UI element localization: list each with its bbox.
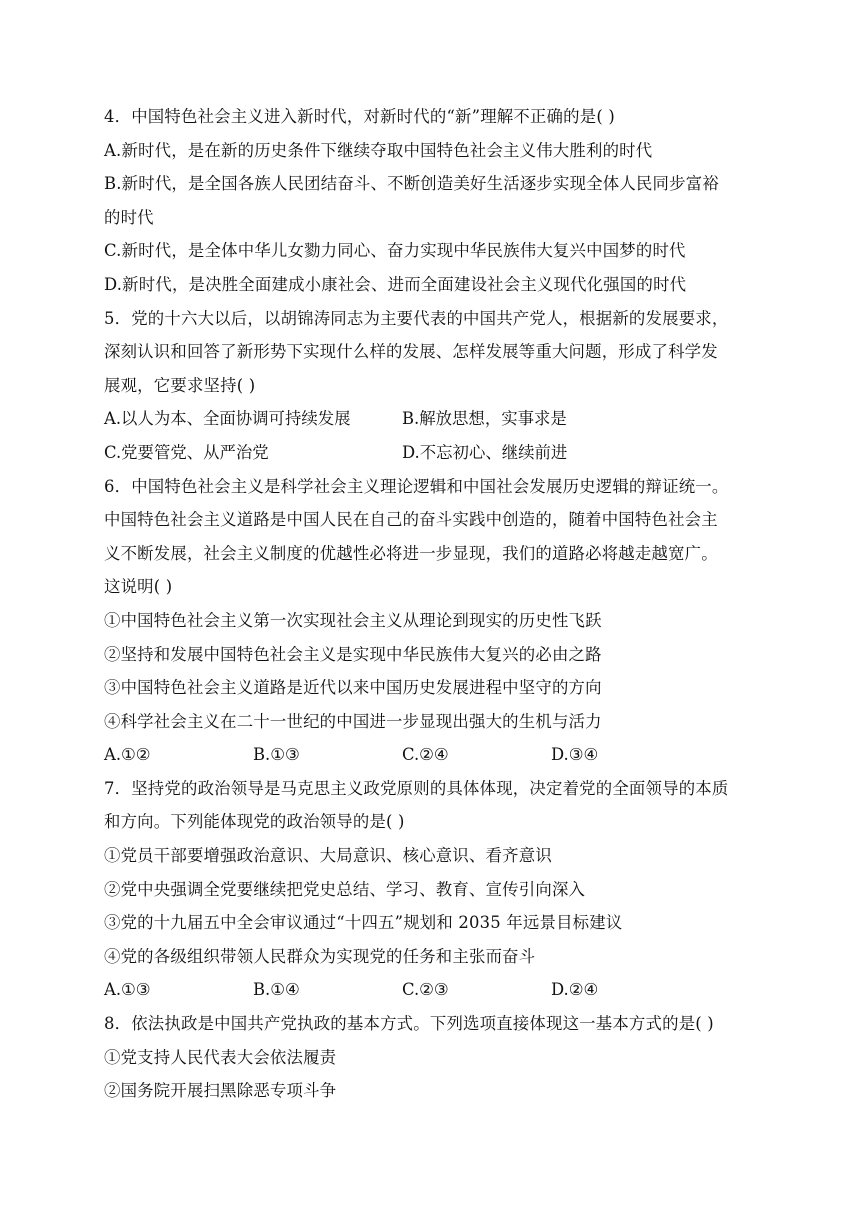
q7-statement-3: ③党的十九届五中全会审议通过“十四五”规划和 2035 年远景目标建议	[104, 913, 623, 933]
q7-options-row	[104, 973, 760, 1007]
q5-stem-line-1: 5．党的十六大以后，以胡锦涛同志为主要代表的中国共产党人，根据新的发展要求，	[104, 308, 729, 328]
q5-options-row-2	[104, 436, 760, 470]
q8-stem-line-1: 8．依法执政是中国共产党执政的基本方式。下列选项直接体现这一基本方式的是( )	[104, 1014, 714, 1034]
q7-option-c: C.②③	[402, 980, 449, 1000]
q5-option-b: B.解放思想，实事求是	[402, 409, 567, 429]
q8-statement-2: ②国务院开展扫黑除恶专项斗争	[104, 1081, 337, 1101]
q7-statement-2: ②党中央强调全党要继续把党史总结、学习、教育、宣传引向深入	[104, 879, 586, 899]
q5-stem-line-3: 展观，它要求坚持( )	[104, 375, 256, 395]
q6-options-row	[104, 738, 760, 772]
q6-stem-line-1: 6．中国特色社会主义是科学社会主义理论逻辑和中国社会发展历史逻辑的辩证统一。	[104, 476, 729, 496]
q7-statement-1: ①党员干部要增强政治意识、大局意识、核心意识、看齐意识	[104, 846, 552, 866]
q6-stem-line-2: 中国特色社会主义道路是中国人民在自己的奋斗实践中创造的，随着中国特色社会主	[104, 510, 718, 530]
q5-option-c: C.党要管党、从严治党	[104, 442, 269, 462]
q7-option-d: D.②④	[551, 980, 599, 1000]
q4-option-d: D.新时代，是决胜全面建成小康社会、进而全面建设社会主义现代化强国的时代	[104, 274, 687, 294]
q6-statement-1: ①中国特色社会主义第一次实现社会主义从理论到现实的历史性飞跃	[104, 610, 602, 630]
q6-statement-4: ④科学社会主义在二十一世纪的中国进一步显现出强大的生机与活力	[104, 711, 602, 731]
q8-statement-1: ①党支持人民代表大会依法履责	[104, 1047, 337, 1067]
q6-option-a: A.①②	[104, 745, 151, 765]
q5-stem-line-2: 深刻认识和回答了新形势下实现什么样的发展、怎样发展等重大问题，形成了科学发	[104, 342, 718, 362]
q6-stem-line-4: 这说明( )	[104, 577, 173, 597]
q7-option-a: A.①③	[104, 980, 151, 1000]
question-content	[104, 100, 760, 1108]
q6-option-c: C.②④	[402, 745, 449, 765]
q6-option-b: B.①③	[253, 745, 300, 765]
q7-option-b: B.①④	[253, 980, 300, 1000]
q4-option-b: B.新时代，是全国各族人民团结奋斗、不断创造美好生活逐步实现全体人民同步富裕	[104, 174, 719, 194]
q5-option-a: A.以人为本、全面协调可持续发展	[104, 409, 351, 429]
q7-stem-line-1: 7．坚持党的政治领导是马克思主义政党原则的具体体现，决定着党的全面领导的本质	[104, 778, 729, 798]
q4-stem-line-1: 4．中国特色社会主义进入新时代，对新时代的“新”理解不正确的是( )	[104, 107, 615, 126]
q4-option-c: C.新时代，是全体中华儿女勠力同心、奋力实现中华民族伟大复兴中国梦的时代	[104, 241, 686, 261]
q6-statement-3: ③中国特色社会主义道路是近代以来中国历史发展进程中坚守的方向	[104, 678, 602, 698]
q7-statement-4: ④党的各级组织带领人民群众为实现党的任务和主张而奋斗	[104, 946, 536, 966]
q4-option-a: A.新时代，是在新的历史条件下继续夺取中国特色社会主义伟大胜利的时代	[104, 140, 653, 160]
q7-stem-line-2: 和方向。下列能体现党的政治领导的是( )	[104, 812, 405, 832]
q6-stem-line-3: 义不断发展，社会主义制度的优越性必将进一步显现，我们的道路必将越走越宽广。	[104, 543, 718, 563]
q6-statement-2: ②坚持和发展中国特色社会主义是实现中华民族伟大复兴的必由之路	[104, 644, 602, 664]
q6-option-d: D.③④	[551, 745, 599, 765]
q4-option-b-continued: 的时代	[104, 207, 154, 227]
q5-options-row-1	[104, 402, 760, 436]
q5-option-d: D.不忘初心、继续前进	[402, 442, 568, 462]
